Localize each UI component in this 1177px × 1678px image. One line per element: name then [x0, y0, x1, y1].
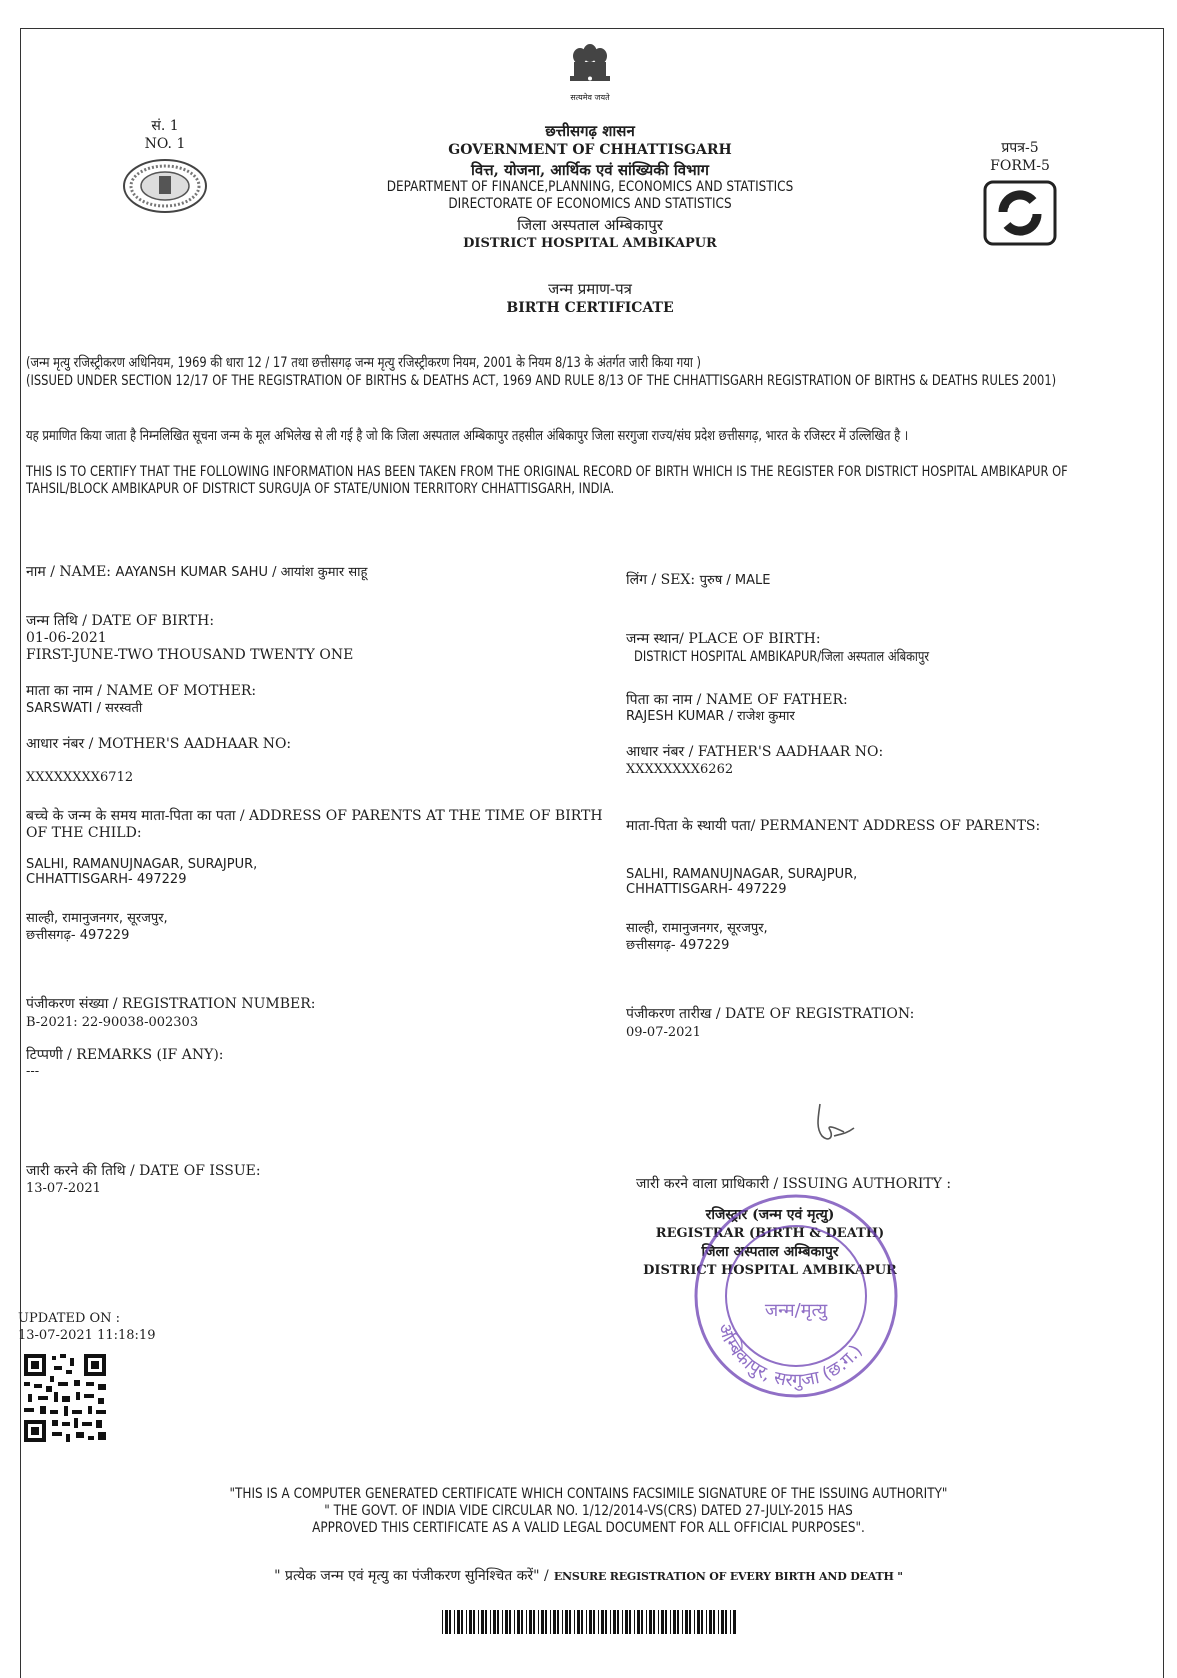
name-label: नाम / NAME: — [26, 564, 112, 580]
notice-line-2: " THE GOVT. OF INDIA VIDE CIRCULAR NO. 1/12/2014-VS(CRS) DATED 27-JULY-2015 HAS — [324, 1503, 853, 1519]
slogan-row — [0, 1565, 1177, 1585]
gov-hi: छत्तीसगढ़ शासन — [545, 122, 635, 140]
chhattisgarh-seal-icon — [122, 158, 208, 214]
mother-label: माता का नाम / NAME OF MOTHER: — [26, 683, 257, 699]
reg-no-label: पंजीकरण संख्या / REGISTRATION NUMBER: — [26, 996, 316, 1012]
pob-label: जन्म स्थान/ PLACE OF BIRTH: — [626, 631, 821, 647]
issue-date-value: 13-07-2021 — [26, 1181, 101, 1196]
crs-logo-icon — [983, 180, 1057, 246]
notice-line-3: APPROVED THIS CERTIFICATE AS A VALID LEGAL DOCUMENT FOR ALL OFFICIAL PURPOSES". — [312, 1520, 865, 1536]
updated-label: UPDATED ON : — [18, 1311, 121, 1326]
address-perm-en: SALHI, RAMANUJNAGAR, SURAJPUR, CHHATTISGARH- 497229 — [626, 867, 858, 897]
title-hi: जन्म प्रमाण-पत्र — [548, 280, 632, 298]
father-value: RAJESH KUMAR / राजेश कुमार — [626, 709, 795, 724]
dept-en: DEPARTMENT OF FINANCE,PLANNING, ECONOMICS AND STATISTICS — [386, 179, 794, 195]
national-emblem-icon — [560, 40, 620, 98]
certify-en: THIS IS TO CERTIFY THAT THE FOLLOWING INFORMATION HAS BEEN TAKEN FROM THE ORIGINAL RECORD OF BIRTH WHICH IS THE REGISTER FOR DISTRICT HOSPITAL AMBIKAPUR OF TAHSIL/BLOCK AMBIKAPUR OF DISTRICT SURGUJA OF STATE/UNION TERRITORY CHHATTISGARH, INDIA. — [26, 464, 1068, 497]
dob-label: जन्म तिथि / DATE OF BIRTH: — [26, 613, 215, 629]
slogan-hi: " प्रत्येक जन्म एवं मृत्यु का पंजीकरण सुनिश्चित करें" / — [274, 1568, 549, 1584]
father-aadhaar-value: XXXXXXXX6262 — [626, 762, 734, 777]
slogan-en: ENSURE REGISTRATION OF EVERY BIRTH AND DEATH " — [553, 1570, 903, 1583]
father-aadhaar-label: आधार नंबर / FATHER'S AADHAAR NO: — [626, 744, 884, 760]
stamp-ring-text: अम्बिकापुर, सरगुजा (छ.ग.) — [713, 1320, 867, 1392]
form-hi: प्रपत्र-5 — [1001, 140, 1039, 156]
number-hi: सं. 1 — [151, 118, 179, 134]
sex-label: लिंग / SEX: — [626, 572, 696, 588]
address-birth-en: SALHI, RAMANUJNAGAR, SURAJPUR, CHHATTISGARH- 497229 — [26, 857, 258, 887]
official-stamp-icon — [686, 1186, 906, 1406]
reg-date-label: पंजीकरण तारीख / DATE OF REGISTRATION: — [626, 1006, 915, 1022]
remarks-value: --- — [26, 1064, 40, 1079]
address-birth-hi: साल्ही, रामानुजनगर, सूरजपुर, छत्तीसगढ़- 497229 — [26, 911, 168, 943]
page-title: BIRTH CERTIFICATE — [506, 300, 674, 316]
issued-hi: (जन्म मृत्यु रजिस्ट्रीकरण अधिनियम, 1969 की धारा 12 / 17 तथा छत्तीसगढ़ जन्म मृत्यु रजिस्ट्रीकरण नियम, 2001 के नियम 8/13 के अंतर्गत जारी किया गया ) — [26, 355, 702, 371]
registrar-hospital-en: DISTRICT HOSPITAL AMBIKAPUR — [643, 1263, 897, 1278]
dob-value: 01-06-2021 — [26, 630, 107, 646]
sex-value: पुरुष / MALE — [699, 573, 771, 588]
mother-value: SARSWATI / सरस्वती — [26, 701, 143, 716]
mother-aadhaar-value: XXXXXXXX6712 — [26, 770, 134, 785]
barcode-icon — [442, 1610, 738, 1634]
stamp-center-text: जन्म/मृत्यु — [764, 1300, 828, 1321]
form-en: FORM-5 — [990, 158, 1050, 174]
svg-text:अम्बिकापुर, सरगुजा (छ.ग.) — [713, 1321, 866, 1392]
registrar-en: REGISTRAR (BIRTH & DEATH) — [655, 1226, 885, 1241]
signature-icon — [800, 1098, 860, 1148]
hospital-en: DISTRICT HOSPITAL AMBIKAPUR — [463, 236, 717, 251]
remarks-label: टिप्पणी / REMARKS (IF ANY): — [26, 1047, 224, 1063]
number-en: NO. 1 — [144, 136, 186, 152]
mother-aadhaar-label: आधार नंबर / MOTHER'S AADHAAR NO: — [26, 736, 292, 752]
name-row — [26, 564, 367, 581]
gov-en: GOVERNMENT OF CHHATTISGARH — [448, 142, 732, 158]
notice-line-1: "THIS IS A COMPUTER GENERATED CERTIFICATE WHICH CONTAINS FACSIMILE SIGNATURE OF THE ISSUING AUTHORITY" — [229, 1486, 948, 1502]
updated-value: 13-07-2021 11:18:19 — [18, 1328, 156, 1343]
certify-hi: यह प्रमाणित किया जाता है निम्नलिखित सूचना जन्म के मूल अभिलेख से ली गई है जो कि जिला अस्पताल अम्बिकापुर तहसील अंबिकापुर जिला सरगुजा राज्य/संघ प्रदेश छत्तीसगढ़, भारत के रजिस्टर में उल्लिखित है । — [26, 428, 909, 444]
qr-code-icon — [22, 1352, 108, 1444]
address-birth-label: बच्चे के जन्म के समय माता-पिता का पता / ADDRESS OF PARENTS AT THE TIME OF BIRTH OF THE CHILD: — [26, 808, 603, 841]
dob-words: FIRST-JUNE-TWO THOUSAND TWENTY ONE — [26, 647, 354, 663]
certificate-border — [20, 28, 1164, 1678]
registrar-hi: रजिस्ट्रार (जन्म एवं मृत्यु) — [705, 1207, 835, 1223]
father-label: पिता का नाम / NAME OF FATHER: — [626, 692, 848, 708]
issue-date-label: जारी करने की तिथि / DATE OF ISSUE: — [26, 1163, 261, 1179]
dept-hi: वित्त, योजना, आर्थिक एवं सांख्यिकी विभाग — [471, 161, 709, 179]
issued-en: (ISSUED UNDER SECTION 12/17 OF THE REGISTRATION OF BIRTHS & DEATHS ACT, 1969 AND RULE 8/13 OF THE CHHATTISGARH REGISTRATION OF BIRTHS & DEATHS RULES 2001) — [26, 373, 1057, 389]
sex-row — [626, 572, 770, 589]
directorate-en: DIRECTORATE OF ECONOMICS AND STATISTICS — [448, 196, 732, 212]
name-value: AAYANSH KUMAR SAHU / आयांश कुमार साहू — [115, 565, 368, 580]
address-perm-hi: साल्ही, रामानुजनगर, सूरजपुर, छत्तीसगढ़- 497229 — [626, 921, 768, 953]
reg-no-value: B-2021: 22-90038-002303 — [26, 1015, 199, 1030]
hospital-hi: जिला अस्पताल अम्बिकापुर — [517, 216, 663, 234]
reg-date-value: 09-07-2021 — [626, 1025, 701, 1040]
pob-value: DISTRICT HOSPITAL AMBIKAPUR/जिला अस्पताल अंबिकापुर — [634, 649, 930, 665]
address-perm-label: माता-पिता के स्थायी पता/ PERMANENT ADDRESS OF PARENTS: — [626, 818, 1041, 834]
registrar-hospital-hi: जिला अस्पताल अम्बिकापुर — [701, 1244, 839, 1260]
authority-label: जारी करने वाला प्राधिकारी / ISSUING AUTHORITY : — [636, 1176, 952, 1192]
emblem-motto: सत्यमेव जयते — [570, 93, 610, 102]
